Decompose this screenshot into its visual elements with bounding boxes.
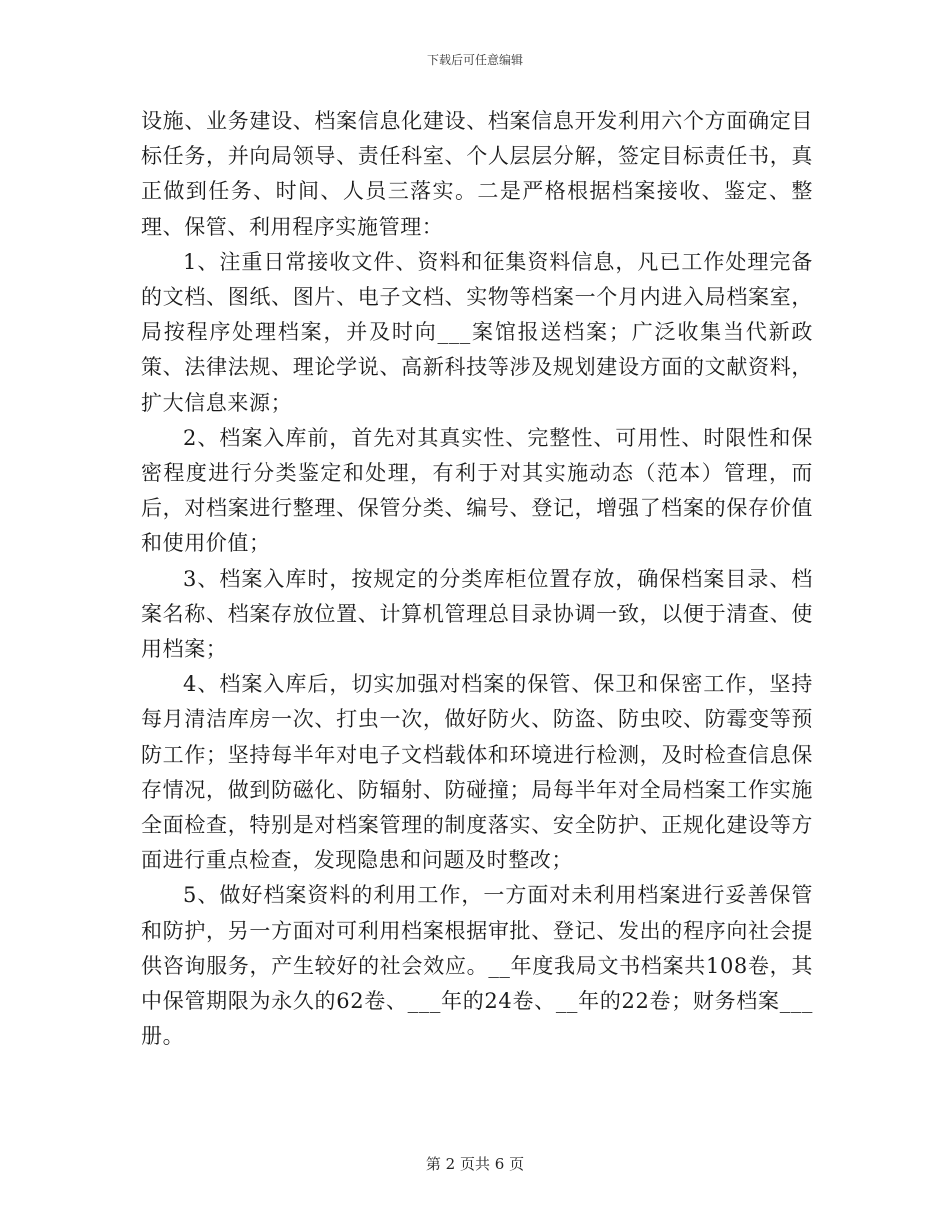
document-body <box>141 104 813 1054</box>
paragraph-item-2: 2、档案入库前，首先对其真实性、完整性、可用性、时限性和保密程度进行分类鉴定和处理，有利于对其实施动态（范本）管理，而后，对档案进行整理、保管分类、编号、登记，增强了档案的保存价值和使用价值； <box>141 425 813 556</box>
paragraph-item-4: 4、档案入库后，切实加强对档案的保管、保卫和保密工作，坚持每月清洁库房一次、打虫一次，做好防火、防盗、防虫咬、防霉变等预防工作；坚持每半年对电子文档载体和环境进行检测，及时检查信息保存情况，做到防磁化、防辐射、防碰撞；局每半年对全局档案工作实施全面检查，特别是对档案管理的制度落实、安全防护、正规化建设等方面进行重点检查，发现隐患和问题及时整改； <box>141 672 813 873</box>
paragraph-continuation: 设施、业务建设、档案信息化建设、档案信息开发利用六个方面确定目标任务，并向局领导、责任科室、个人层层分解，签定目标责任书，真正做到任务、时间、人员三落实。二是严格根据档案接收、鉴定、整理、保管、利用程序实施管理： <box>141 109 813 239</box>
paragraph-item-5: 5、做好档案资料的利用工作，一方面对未利用档案进行妥善保管和防护，另一方面对可利用档案根据审批、登记、发出的程序向社会提供咨询服务，产生较好的社会效应。__年度我局文书档案共108卷，其中保管期限为永久的62卷、___年的24卷、__年的22卷；财务档案___册。 <box>141 883 813 1049</box>
paragraph-item-1: 1、注重日常接收文件、资料和征集资料信息，凡已工作处理完备的文档、图纸、图片、电子文档、实物等档案一个月内进入局档案室，局按程序处理档案，并及时向___案馆报送档案；广泛收集当代新政策、法律法规、理论学说、高新科技等涉及规划建设方面的文献资料，扩大信息来源； <box>141 249 813 415</box>
page-header: 下载后可任意编辑 <box>426 53 523 67</box>
paragraph-item-3: 3、档案入库时，按规定的分类库柜位置存放，确保档案目录、档案名称、档案存放位置、计算机管理总目录协调一致，以便于清查、使用档案； <box>141 566 813 662</box>
page-footer: 第 2 页共 6 页 <box>425 1155 525 1173</box>
